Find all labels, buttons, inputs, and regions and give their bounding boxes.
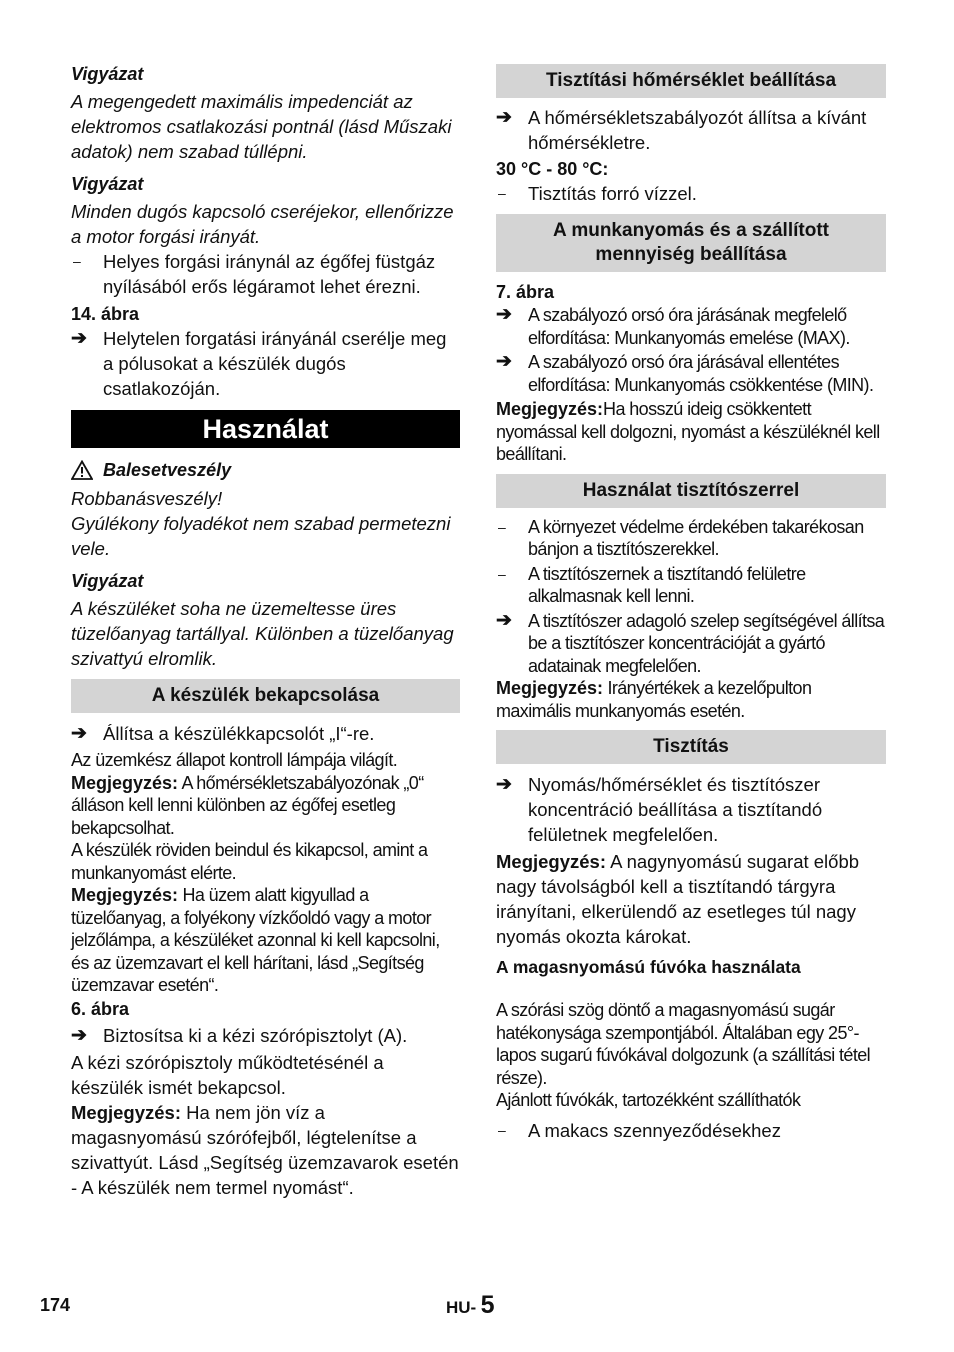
- caution-heading: Vigyázat: [71, 64, 144, 84]
- instruction-item: ➔ A hőmérsékletszabályozót állítsa a kívánt hőmérsékletre.: [496, 107, 867, 153]
- note-paragraph: Megjegyzés: A nagynyomású sugarat előbb nagy távolságból kell a tisztítandó tárgyra irányítani, elkerülendő az esetleges túl nagy nyomás okozta károkat.: [496, 851, 860, 947]
- instruction-item: ➔ Nyomás/hőmérséklet és tisztítószer koncentráció beállítása a tisztítandó felületnek megfelelően.: [496, 774, 823, 845]
- left-column: [71, 60, 460, 1200]
- body-text: Ajánlott fúvókák, tartozékként szállíthatók: [496, 1090, 801, 1110]
- arrow-right-icon: ➔: [71, 723, 87, 744]
- instruction-item: ➔ Állítsa a készülékkapcsolót „I“-re.: [71, 723, 375, 744]
- caution-text: A megengedett maximális impedenciát az elektromos csatlakozási pontnál (lásd Műszaki adatok) nem szabad túllépni.: [71, 91, 452, 162]
- arrow-right-icon: ➔: [496, 774, 512, 795]
- section-page-label: [446, 1291, 495, 1320]
- note-paragraph: Megjegyzés: A hőmérsékletszabályozónak „0“ álláson kell lenni különben az égőfej esetleg bekapcsolhat.: [71, 772, 424, 838]
- instruction-item: ➔ Helytelen forgatási irányánál cserélje meg a pólusokat a készülék dugós csatlakozóján.: [71, 328, 447, 399]
- dash-bullet: –: [498, 518, 506, 535]
- instruction-item: ➔ A szabályozó orsó óra járásának megfelelő elfordítása: Munkanyomás emelése (MAX).: [496, 304, 850, 348]
- language-code: HU-: [446, 1298, 477, 1317]
- subsection-band: A munkanyomás és a szállított mennyiség beállítása: [496, 214, 886, 272]
- subsection-band: A készülék bekapcsolása: [71, 679, 460, 713]
- body-text: Az üzemkész állapot kontroll lámpája világít.: [71, 750, 398, 770]
- arrow-right-icon: ➔: [496, 107, 512, 128]
- subsection-band: Tisztítás: [496, 730, 886, 764]
- caution-heading: Vigyázat: [71, 174, 144, 194]
- instruction-item: ➔ Biztosítsa ki a kézi szórópisztolyt (A).: [71, 1024, 408, 1046]
- danger-text: Robbanásveszély!: [71, 488, 223, 509]
- subsection-band: Tisztítási hőmérséklet beállítása: [496, 64, 886, 98]
- arrow-right-icon: ➔: [496, 304, 512, 325]
- right-column: [496, 60, 886, 1143]
- body-text: A készülék röviden beindul és kikapcsol, amint a munkanyomást elérte.: [71, 840, 428, 883]
- dash-item: – A tisztítószernek a tisztítandó felületre alkalmasnak kell lenni.: [498, 563, 806, 606]
- arrow-right-icon: ➔: [496, 609, 512, 631]
- note-paragraph: Megjegyzés: Irányértékek a kezelőpulton maximális munkanyomás esetén.: [496, 678, 812, 721]
- instruction-item: ➔ A tisztítószer adagoló szelep segítségével állítsa be a tisztítószer koncentrációját a gyártó adatainak megfelelően.: [496, 609, 885, 676]
- note-paragraph: Megjegyzés:Ha hosszú ideig csökkentett nyomással kell dolgozni, nyomást a készüléknél kell beállítani.: [496, 399, 880, 464]
- dash-item: – Tisztítás forró vízzel.: [498, 183, 697, 204]
- dash-bullet: –: [498, 185, 506, 201]
- subheading: A magasnyomású fúvóka használata: [496, 957, 801, 977]
- figure-reference: 14. ábra: [71, 304, 140, 324]
- caution-text: Minden dugós kapcsoló cseréjekor, ellenőrizze a motor forgási irányát.: [71, 201, 454, 247]
- section-number: 5: [480, 1291, 495, 1319]
- dash-bullet: –: [73, 253, 81, 269]
- body-text: A szórási szög döntő a magasnyomású sugár hatékonysága szempontjából. Általában egy 25°- lapos sugarú fúvókával dolgozunk (a szállítási tétel része).: [496, 1000, 871, 1088]
- danger-heading: Balesetveszély: [71, 458, 460, 482]
- caution-heading: Vigyázat: [71, 571, 144, 591]
- dash-bullet: –: [498, 565, 506, 582]
- dash-bullet: –: [498, 1121, 506, 1138]
- arrow-right-icon: ➔: [496, 351, 512, 372]
- warning-triangle-icon: [71, 460, 93, 480]
- dash-item: – Helyes forgási iránynál az égőfej füstgáz nyílásából erős légáramot lehet érezni.: [73, 251, 436, 297]
- temperature-range: 30 °C - 80 °C:: [496, 159, 609, 179]
- arrow-right-icon: ➔: [71, 328, 87, 349]
- body-text: A kézi szórópisztoly működtetésénél a készülék ismét bekapcsol.: [71, 1051, 384, 1098]
- caution-text: A készüléket soha ne üzemeltesse üres tüzelőanyag tartállyal. Különben a tüzelőanyag szivattyú elromlik.: [71, 598, 454, 669]
- note-paragraph: Megjegyzés: Ha üzem alatt kigyullad a tüzelőanyag, a folyékony vízkőoldó vagy a motor jelzőlámpa, a készüléket azonnal ki kell kapcsolni, és az üzemzavart el kell hárítani, lásd „Segítség üzemzavar esetén“.: [71, 885, 440, 995]
- figure-reference: 6. ábra: [71, 998, 130, 1019]
- instruction-item: ➔ A szabályozó orsó óra járásával ellentétes elfordítása: Munkanyomás csökkentése (MIN).: [496, 351, 874, 395]
- figure-reference: 7. ábra: [496, 282, 555, 302]
- dash-item: – A makacs szennyeződésekhez: [498, 1119, 781, 1141]
- arrow-right-icon: ➔: [71, 1024, 87, 1046]
- page-number: 174: [40, 1295, 71, 1315]
- danger-text: Gyúlékony folyadékot nem szabad permetezni vele.: [71, 513, 451, 559]
- subsection-band: Használat tisztítószerrel: [496, 474, 886, 508]
- note-paragraph: Megjegyzés: Ha nem jön víz a magasnyomású szórófejből, légtelenítse a szivattyút. Lásd „Segítség üzemzavarok esetén - A készülék nem termel nyomást“.: [71, 1101, 459, 1198]
- section-title: Használat: [71, 410, 460, 448]
- dash-item: – A környezet védelme érdekében takarékosan bánjon a tisztítószerekkel.: [498, 516, 864, 559]
